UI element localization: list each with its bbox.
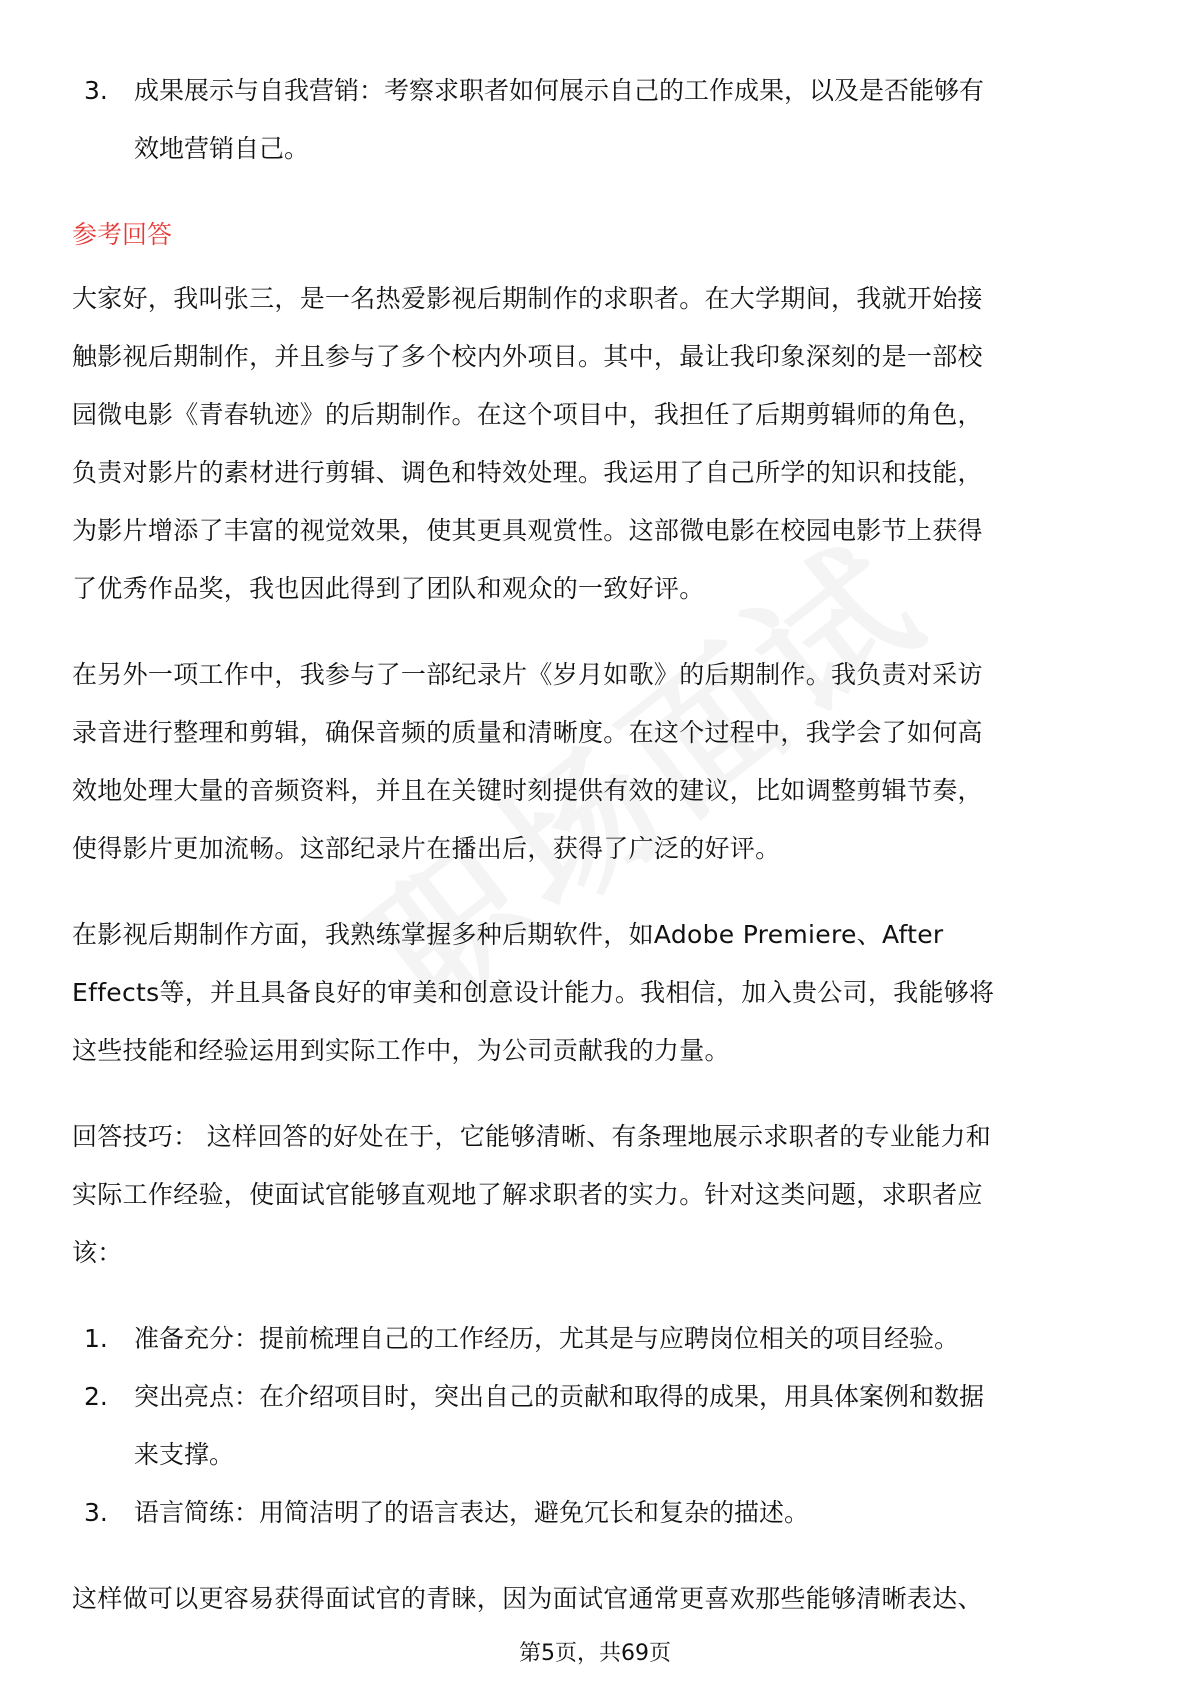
- text-line: 这样做可以更容易获得面试官的青睐，因为面试官通常更喜欢那些能够清晰表达、: [72, 1584, 983, 1613]
- text-line: 实际工作经验，使面试官能够直观地了解求职者的实力。针对这类问题，求职者应: [72, 1180, 983, 1209]
- text-line: 效地处理大量的音频资料，并且在关键时刻提供有效的建议，比如调整剪辑节奏，: [72, 776, 983, 805]
- text-line: 负责对影片的素材进行剪辑、调色和特效处理。我运用了自己所学的知识和技能，: [72, 458, 983, 487]
- list-number: 1.: [84, 1324, 108, 1353]
- text-line: 在影视后期制作方面，我熟练掌握多种后期软件，如Adobe Premiere、After: [72, 920, 944, 949]
- tips-list: [72, 1310, 1122, 1542]
- text-line: 突出亮点：在介绍项目时，突出自己的贡献和取得的成果，用具体案例和数据: [134, 1382, 985, 1411]
- list-number: 3.: [84, 76, 108, 105]
- text-line: 该：: [72, 1238, 123, 1267]
- paragraph: [72, 270, 1122, 618]
- text-line: 大家好，我叫张三，是一名热爱影视后期制作的求职者。在大学期间，我就开始接: [72, 284, 983, 313]
- text-line: 来支撑。: [134, 1440, 235, 1469]
- list-text: [134, 1368, 1122, 1484]
- paragraph: [72, 646, 1122, 878]
- paragraph-answer-tips: [72, 1108, 1122, 1282]
- list-number: 3.: [84, 1498, 108, 1527]
- text-line: 录音进行整理和剪辑，确保音频的质量和清晰度。在这个过程中，我学会了如何高: [72, 718, 983, 747]
- text-line: 园微电影《青春轨迹》的后期制作。在这个项目中，我担任了后期剪辑师的角色，: [72, 400, 983, 429]
- list-item: [72, 62, 1122, 178]
- text-line: 触影视后期制作，并且参与了多个校内外项目。其中，最让我印象深刻的是一部校: [72, 342, 983, 371]
- list-text: [134, 62, 1122, 178]
- section-heading-reference: 参考回答: [72, 220, 173, 249]
- text-line: 准备充分：提前梳理自己的工作经历，尤其是与应聘岗位相关的项目经验。: [134, 1324, 960, 1353]
- list-text: [134, 1310, 1122, 1368]
- text-line: 了优秀作品奖，我也因此得到了团队和观众的一致好评。: [72, 574, 705, 603]
- list-item: [72, 1484, 1122, 1542]
- list-number: 2.: [84, 1382, 108, 1411]
- list-text: [134, 1484, 1122, 1542]
- text-line: 效地营销自己。: [134, 134, 310, 163]
- document-content: [72, 62, 1122, 1628]
- list-item: [72, 1368, 1122, 1484]
- text-line: 使得影片更加流畅。这部纪录片在播出后，获得了广泛的好评。: [72, 834, 781, 863]
- paragraph: [72, 906, 1122, 1080]
- page-footer: 第5页，共69页: [519, 1641, 671, 1666]
- text-line: 回答技巧： 这样回答的好处在于，它能够清晰、有条理地展示求职者的专业能力和: [72, 1122, 992, 1151]
- closing-paragraph: [72, 1570, 1122, 1628]
- text-line: 为影片增添了丰富的视觉效果，使其更具观赏性。这部微电影在校园电影节上获得: [72, 516, 983, 545]
- intro-list: [72, 62, 1122, 178]
- text-line: 语言简练：用简洁明了的语言表达，避免冗长和复杂的描述。: [134, 1498, 810, 1527]
- list-item: [72, 1310, 1122, 1368]
- text-line: 成果展示与自我营销：考察求职者如何展示自己的工作成果，以及是否能够有: [134, 76, 985, 105]
- text-line: Effects等，并且具备良好的审美和创意设计能力。我相信，加入贵公司，我能够将: [72, 978, 995, 1007]
- text-line: 这些技能和经验运用到实际工作中，为公司贡献我的力量。: [72, 1036, 730, 1065]
- text-line: 在另外一项工作中，我参与了一部纪录片《岁月如歌》的后期制作。我负责对采访: [72, 660, 983, 689]
